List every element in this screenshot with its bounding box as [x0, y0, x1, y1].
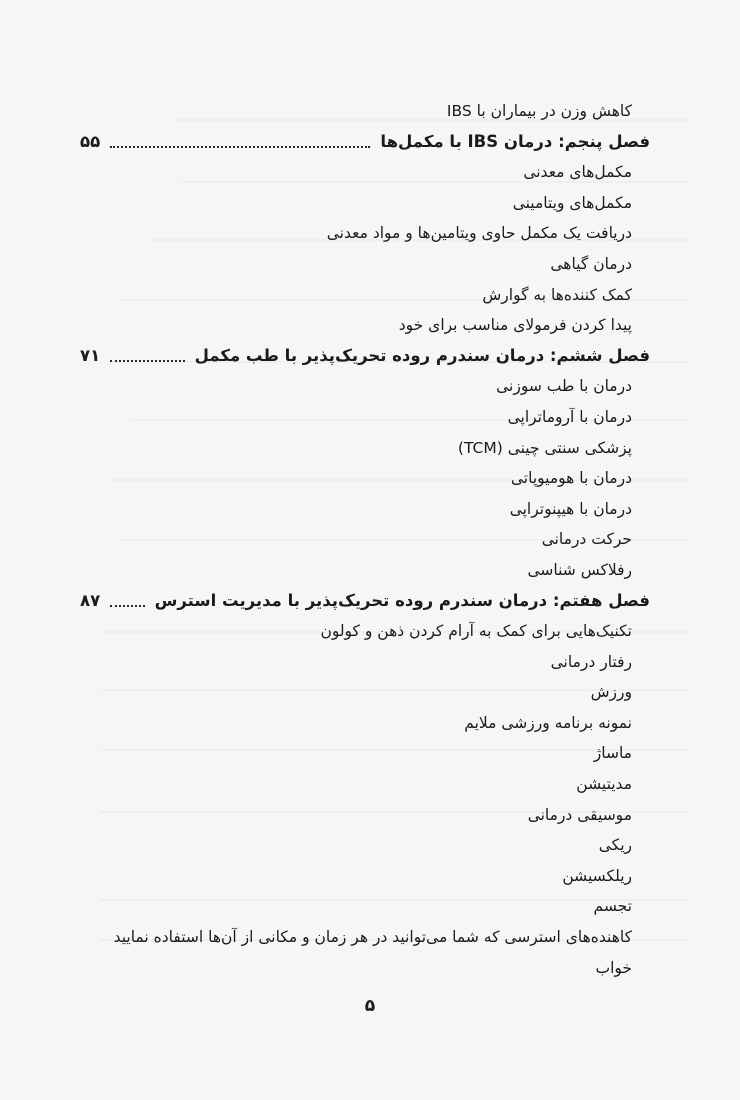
toc-entry[interactable]: تکنیک‌هایی برای کمک به آرام کردن ذهن و کولون: [320, 622, 632, 641]
toc-entry[interactable]: رفتار درمانی: [550, 652, 632, 671]
chapter-page-number: ۵۵: [80, 131, 101, 151]
toc-entry[interactable]: مکمل‌های معدنی: [523, 163, 632, 182]
dot-leader: [110, 146, 370, 148]
toc-chapter-heading[interactable]: [80, 586, 650, 617]
dot-leader: [110, 360, 184, 362]
toc-entry[interactable]: کاهنده‌های استرسی که شما می‌توانید در هر زمان و مکانی از آن‌ها استفاده نمایید: [113, 928, 632, 947]
toc-entry[interactable]: مدیتیشن: [576, 775, 632, 794]
toc-entry[interactable]: کاهش وزن در بیماران با IBS: [446, 102, 632, 120]
chapter-title: فصل ششم: درمان سندرم روده تحریک‌پذیر با طب مکمل: [194, 345, 650, 365]
chapter-title: فصل پنجم: درمان IBS با مکمل‌ها: [380, 131, 650, 151]
dot-leader: [110, 605, 144, 607]
toc-entry[interactable]: ریلکسیشن: [562, 866, 632, 885]
chapter-title: فصل هفتم: درمان سندرم روده تحریک‌پذیر با مدیریت استرس: [154, 590, 650, 610]
toc-entry[interactable]: درمان با هیپنوتراپی: [509, 499, 632, 518]
toc-entry[interactable]: ماساژ: [593, 744, 632, 763]
page-number: ۵: [364, 996, 376, 1016]
toc-entry[interactable]: خواب: [595, 958, 632, 977]
toc-entry[interactable]: پزشکی سنتی چینی (TCM): [457, 438, 632, 457]
toc-entry[interactable]: تجسم: [593, 897, 632, 916]
toc-chapter-heading[interactable]: [80, 127, 650, 158]
toc-entry[interactable]: پیدا کردن فرمولای مناسب برای خود: [398, 316, 632, 335]
chapter-page-number: ۸۷: [80, 590, 101, 610]
toc-entry[interactable]: مکمل‌های ویتامینی: [512, 193, 632, 212]
toc-entry[interactable]: درمان با هومیوپاتی: [510, 469, 632, 488]
toc-entry[interactable]: حرکت درمانی: [541, 530, 632, 549]
toc-entry[interactable]: ورزش: [590, 683, 632, 702]
toc-entry[interactable]: درمان با طب سوزنی: [496, 377, 632, 396]
toc-entry[interactable]: درمان گیاهی: [550, 254, 632, 273]
toc-entry[interactable]: ریکی: [598, 836, 632, 855]
toc-chapter-heading[interactable]: [80, 341, 650, 372]
toc-entry[interactable]: نمونه برنامه ورزشی ملایم: [464, 713, 632, 732]
toc-entry[interactable]: درمان با آروماتراپی: [507, 407, 632, 426]
toc-entry[interactable]: کمک کننده‌ها به گوارش: [482, 285, 632, 304]
toc-entry[interactable]: دریافت یک مکمل حاوی ویتامین‌ها و مواد معدنی: [326, 224, 632, 243]
toc-entry[interactable]: موسیقی درمانی: [527, 805, 632, 824]
chapter-page-number: ۷۱: [80, 345, 101, 365]
table-of-contents: [80, 96, 650, 983]
toc-entry[interactable]: رفلاکس شناسی: [527, 560, 632, 579]
